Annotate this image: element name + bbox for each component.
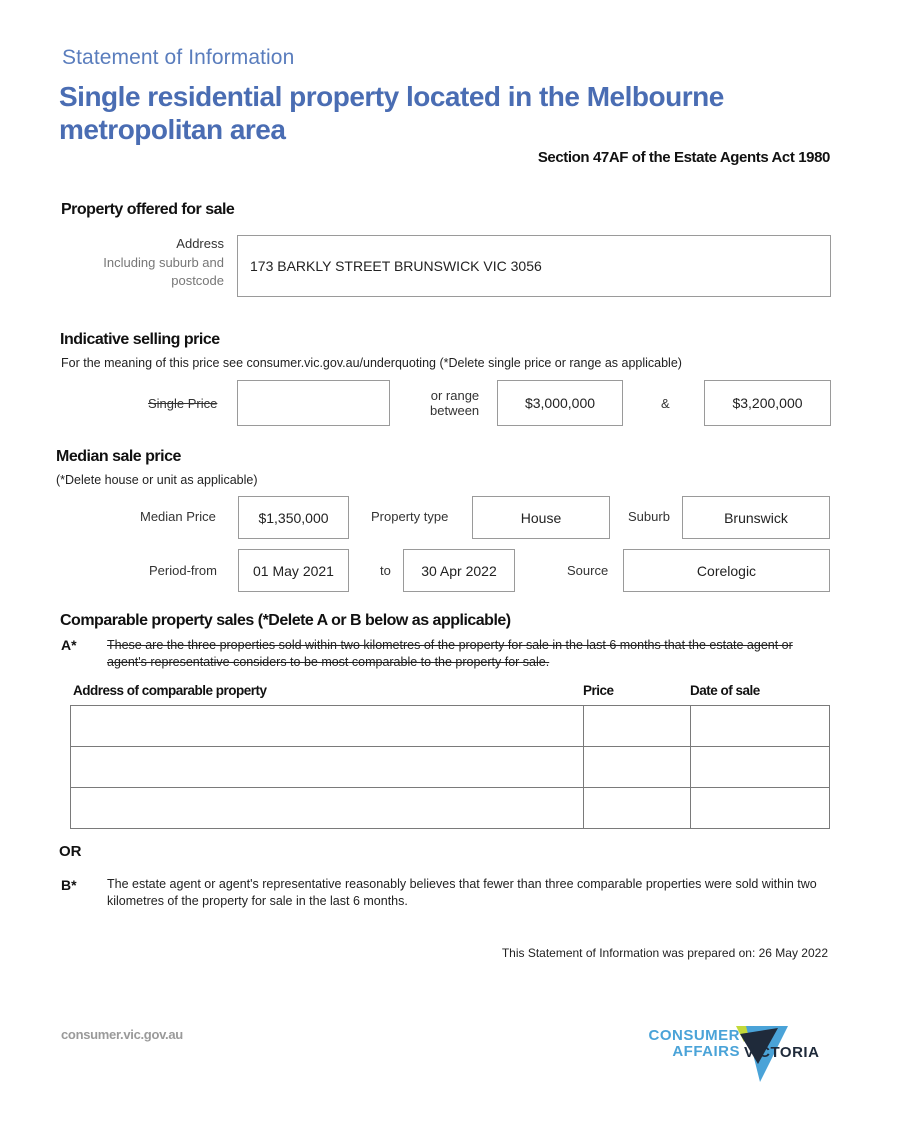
price-cell[interactable]: [584, 747, 691, 788]
indicative-heading: Indicative selling price: [60, 331, 220, 348]
price-cell[interactable]: [584, 788, 691, 829]
option-b-marker: B*: [61, 877, 77, 893]
median-price-value: $1,350,000: [258, 509, 329, 526]
range-low-field[interactable]: [497, 380, 623, 426]
footer-url[interactable]: consumer.vic.gov.au: [61, 1027, 183, 1042]
address-field[interactable]: [237, 235, 831, 297]
price-cell[interactable]: [584, 706, 691, 747]
column-header-address: Address of comparable property: [73, 683, 267, 698]
comparable-heading: Comparable property sales (*Delete A or B below as applicable): [60, 612, 511, 629]
property-type-label: Property type: [371, 509, 449, 524]
period-to-value: 30 Apr 2022: [421, 562, 497, 579]
property-type-value: House: [520, 509, 562, 526]
date-cell[interactable]: [691, 747, 830, 788]
range-separator: &: [661, 396, 670, 411]
suburb-label: Suburb: [628, 509, 670, 524]
period-from-value: 01 May 2021: [253, 562, 334, 579]
address-hint-1: Including suburb and: [103, 255, 224, 270]
range-label-line-2: between: [430, 403, 480, 418]
logo-text-victoria: VICTORIA: [744, 1044, 820, 1061]
median-heading: Median sale price: [56, 448, 181, 465]
range-label: [430, 388, 479, 418]
period-from-field[interactable]: [238, 549, 349, 592]
address-cell[interactable]: [71, 747, 584, 788]
period-to-field[interactable]: [403, 549, 515, 592]
act-reference: Section 47AF of the Estate Agents Act 1980: [537, 149, 830, 166]
range-low-value: $3,000,000: [524, 395, 596, 411]
address-hint-2: postcode: [171, 273, 224, 288]
property-heading: Property offered for sale: [61, 201, 235, 218]
or-label: OR: [59, 843, 82, 860]
source-label: Source: [567, 563, 609, 578]
indicative-note: For the meaning of this price see consumer.vic.gov.au/underquoting (*Delete single price or range as applicable): [61, 356, 682, 370]
address-cell[interactable]: [71, 706, 584, 747]
comparable-sales-table: [70, 705, 830, 829]
table-row: [71, 747, 830, 788]
single-price-label: Single Price: [148, 396, 218, 411]
column-header-price: Price: [583, 683, 614, 698]
property-type-field[interactable]: [472, 496, 610, 539]
address-label: Address: [176, 236, 224, 251]
consumer-affairs-victoria-logo: [628, 1024, 838, 1084]
table-row: [71, 706, 830, 747]
single-price-field[interactable]: [237, 380, 390, 426]
prepared-date: This Statement of Information was prepared on: 26 May 2022: [501, 946, 828, 960]
logo-text-affairs: AFFAIRS: [672, 1043, 740, 1060]
option-b-text: The estate agent or agent's representative reasonably believes that fewer than three comparable properties were sold within two kilometres of the property for sale in the last 6 months.: [107, 877, 817, 908]
source-field[interactable]: [623, 549, 830, 592]
period-from-label: Period-from: [149, 563, 217, 578]
median-price-field[interactable]: [238, 496, 349, 539]
range-high-field[interactable]: [704, 380, 831, 426]
date-cell[interactable]: [691, 706, 830, 747]
date-cell[interactable]: [691, 788, 830, 829]
range-label-line-1: or range: [430, 388, 480, 403]
median-price-label: Median Price: [140, 509, 216, 524]
option-a-text: These are the three properties sold within two kilometres of the property for sale in the last 6 months that the estate agent or agent's representative considers to be most comparable to the property for sale.: [107, 638, 793, 669]
suburb-field[interactable]: [682, 496, 830, 539]
address-value: 173 BARKLY STREET BRUNSWICK VIC 3056: [250, 258, 542, 274]
suburb-value: Brunswick: [724, 509, 788, 526]
to-label: to: [380, 563, 391, 578]
median-note: (*Delete house or unit as applicable): [56, 473, 258, 487]
source-value: Corelogic: [696, 562, 757, 579]
table-row: [71, 788, 830, 829]
option-a-marker: A*: [61, 637, 77, 653]
range-high-value: $3,200,000: [732, 395, 803, 411]
address-cell[interactable]: [71, 788, 584, 829]
document-title: Single residential property located in the Melbourne metropolitan area: [59, 81, 724, 145]
logo-text-consumer: CONSUMER: [648, 1027, 740, 1044]
document-kicker: Statement of Information: [62, 46, 295, 69]
column-header-date: Date of sale: [690, 683, 760, 698]
